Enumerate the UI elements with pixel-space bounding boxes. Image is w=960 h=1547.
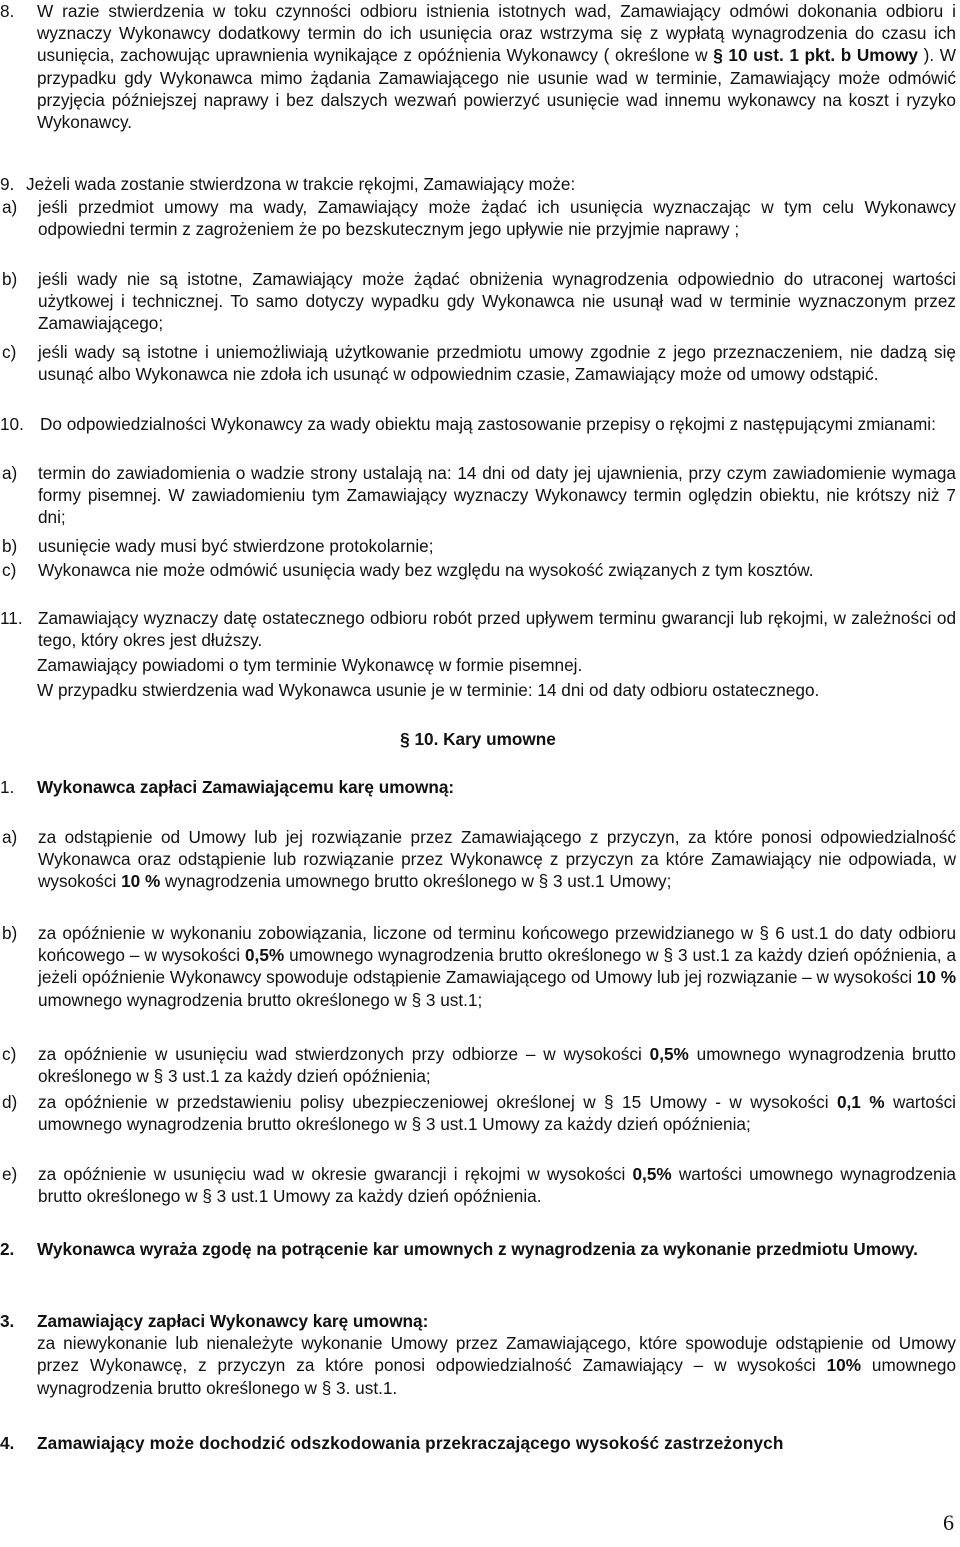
item-8: 8. W razie stwierdzenia w toku czynności odbioru istnienia istotnych wad, Zamawiający odmówi dokonania odbioru i wyznaczy Wykonawcy dodatkowy termin do ich usunięcia oraz wstrzyma się z wypłatą wynagrodzenia do czasu ich usunięcia, zachowując uprawnienia wynikające z opóźnienia Wykonawcy ( określone w § 10 ust. 1 pkt. b Umowy ). W przypadku gdy Wykonawca mimo żądania Zamawiającego nie usunie wad w terminie, Zamawiający może odmówić przyjęcia późniejszej naprawy i bez dalszych wezwań powierzyć usunięcie wad innemu wykonawcy na koszt i ryzyko Wykonawcy. (0, 1, 956, 133)
penalty-2-text: Wykonawca wyraża zgodę na potrącenie kar umownych z wynagrodzenia za wykonanie przedmiotu Umowy. (37, 1239, 918, 1259)
penalty-1-sub-a: a) za odstąpienie od Umowy lub jej rozwiązanie przez Zamawiającego z przyczyn, za które ponosi odpowiedzialność Wykonawca oraz odstąpienie lub rozwiązanie przez Wykonawcę z przyczyn za które Zamawiający nie odpowiada, w wysokości 10 % wynagrodzenia umownego brutto określonego w § 3 ust.1 Umowy; (2, 827, 956, 892)
item-8-reference: § 10 ust. 1 pkt. b Umowy (713, 45, 918, 66)
page-number: 6 (943, 1510, 954, 1535)
penalty-1-sub-e: e) za opóźnienie w usunięciu wad w okresie gwarancji i rękojmi w wysokości 0,5% wartości umownego wynagrodzenia brutto określonego w § 3 ust.1 Umowy za każdy dzień opóźnienia. (2, 1164, 956, 1207)
item-9 (0, 173, 956, 195)
item-10-sub-c: c) Wykonawca nie może odmówić usunięcia wady bez względu na wysokość związanych z tym kosztów. (2, 560, 814, 580)
penalty-3: 3. Zamawiający zapłaci Wykonawcy karę umowną: za niewykonanie lub nienależyte wykonanie Umowy przez Zamawiającego, które spowoduje odstąpienie od Umowy przez Wykonawcę, z przyczyn za które ponosi odpowiedzialność Zamawiający – w wysokości 10% umownego wynagrodzenia brutto określonego w § 3. ust.1. (0, 1311, 957, 1398)
penalty-1-sub-c: c) za opóźnienie w usunięciu wad stwierdzonych przy odbiorze – w wysokości 0,5% umownego wynagrodzenia brutto określonego w § 3 ust.1 za każdy dzień opóźnienia; (2, 1044, 956, 1087)
item-11-text-3: W przypadku stwierdzenia wad Wykonawca usunie je w terminie: 14 dni od daty odbioru ostatecznego. (37, 679, 820, 700)
penalty-1-lead: Wykonawca zapłaci Zamawiającemu karę umowną: (37, 777, 455, 797)
penalty-4: 4. Zamawiający może dochodzić odszkodowania przekraczającego wysokość zastrzeżonych (0, 1432, 960, 1454)
item-9-sub-b: b) jeśli wady nie są istotne, Zamawiający może żądać obniżenia wynagrodzenia odpowiednio do utraconej wartości użytkowej i technicznej. To samo dotyczy wypadku gdy Wykonawca nie usunął wad w terminie wyznaczonym przez Zamawiającego; (2, 269, 956, 334)
penalty-1: 1. Wykonawca zapłaci Zamawiającemu karę umowną: (0, 776, 956, 798)
item-number: 11. (0, 608, 23, 628)
item-number: 8. (0, 1, 15, 21)
item-11 (0, 607, 956, 701)
item-8-text-2: W przypadku gdy Wykonawca mimo żądania Zamawiającego nie usunie wad w terminie, Zamawiający może odmówić przyjęcia późniejszej naprawy i bez dalszych wezwań powierzyć usunięcie wad innemu wykonawcy na koszt i ryzyko Wykonawcy. (37, 45, 956, 133)
section-heading: § 10. Kary umowne (400, 729, 556, 749)
penalty-2: 2. Wykonawca wyraża zgodę na potrącenie kar umownych z wynagrodzenia za wykonanie przedmiotu Umowy. (0, 1238, 956, 1260)
penalty-3-text: za niewykonanie lub nienależyte wykonanie Umowy przez Zamawiającego, które spowoduje odstąpienie od Umowy przez Wykonawcę, z przyczyn za które ponosi odpowiedzialność Zamawiający – w wysokości 10% umownego wynagrodzenia brutto określonego w § 3. ust.1. (37, 1333, 957, 1398)
item-10-sub-b: b) usunięcie wady musi być stwierdzone protokolarnie; (2, 536, 434, 556)
penalty-1-sub-d: d) za opóźnienie w przedstawieniu polisy ubezpieczeniowej określonej w § 15 Umowy - w wysokości 0,1 % wartości umownego wynagrodzenia brutto określonego w § 3 ust.1 Umowy za każdy dzień opóźnienia; (2, 1092, 956, 1135)
item-number: 9. (0, 174, 15, 194)
item-9-lead: Jeżeli wada zostanie stwierdzona w trakcie rękojmi, Zamawiający może: (26, 174, 576, 194)
item-11-text: Zamawiający wyznaczy datę ostatecznego odbioru robót przed upływem terminu gwarancji lub rękojmi, w zależności od tego, który okres jest dłuższy. (38, 608, 956, 651)
penalty-1-sub-b: b) za opóźnienie w wykonaniu zobowiązania, liczone od terminu końcowego przewidzianego w § 6 ust.1 do daty odbioru końcowego – w wysokości 0,5% umownego wynagrodzenia brutto określonego w § 3 ust.1 za każdy dzień opóźnienia, a jeżeli opóźnienie Wykonawcy spowoduje odstąpienie Zamawiającego od Umowy lub jej rozwiązanie – w wysokości 10 % umownego wynagrodzenia brutto określonego w § 3 ust.1; (2, 923, 957, 1010)
item-number: 10. (0, 414, 24, 434)
item-8-text: W razie stwierdzenia w toku czynności odbioru istnienia istotnych wad, Zamawiający odmówi dokonania odbioru i wyznaczy Wykonawcy dodatkowy termin do ich usunięcia oraz wstrzyma się z wypłatą wynagrodzenia do czasu ich usunięcia, zachowując uprawnienia wynikające z opóźnienia Wykonawcy ( określone w (37, 1, 956, 66)
item-9-sub-c: c) jeśli wady są istotne i uniemożliwiają użytkowanie przedmiotu umowy zgodnie z jego przeznaczeniem, nie dadzą się usunąć albo Wykonawca nie zdoła ich usunąć w odpowiednim czasie, Zamawiający może od umowy odstąpić. (2, 342, 956, 385)
item-10-sub-a: a) termin do zawiadomienia o wadzie strony ustalają na: 14 dni od daty jej ujawnienia, przy czym zawiadomienie wymaga formy pisemnej. W zawiadomieniu tym Zamawiający wyznaczy Wykonawcy termin oględzin obiektu, nie krótszy niż 7 dni; (2, 463, 956, 528)
item-9-sub-a: a) jeśli przedmiot umowy ma wady, Zamawiający może żądać ich usunięcia wyznaczając w tym celu Wykonawcy odpowiedni termin z zagrożeniem że po bezskutecznym jego upływie nie przyjmie naprawy ; (2, 197, 956, 240)
penalty-3-lead: Zamawiający zapłaci Wykonawcy karę umowną: (37, 1311, 429, 1331)
penalty-4-text: Zamawiający może dochodzić odszkodowania przekraczającego wysokość zastrzeżonych (37, 1433, 784, 1453)
item-10-lead: Do odpowiedzialności Wykonawcy za wady obiektu mają zastosowanie przepisy o rękojmi z następującymi zmianami: (40, 414, 936, 434)
item-10 (0, 413, 956, 435)
item-11-text-2: Zamawiający powiadomi o tym terminie Wykonawcę w formie pisemnej. (37, 655, 583, 676)
